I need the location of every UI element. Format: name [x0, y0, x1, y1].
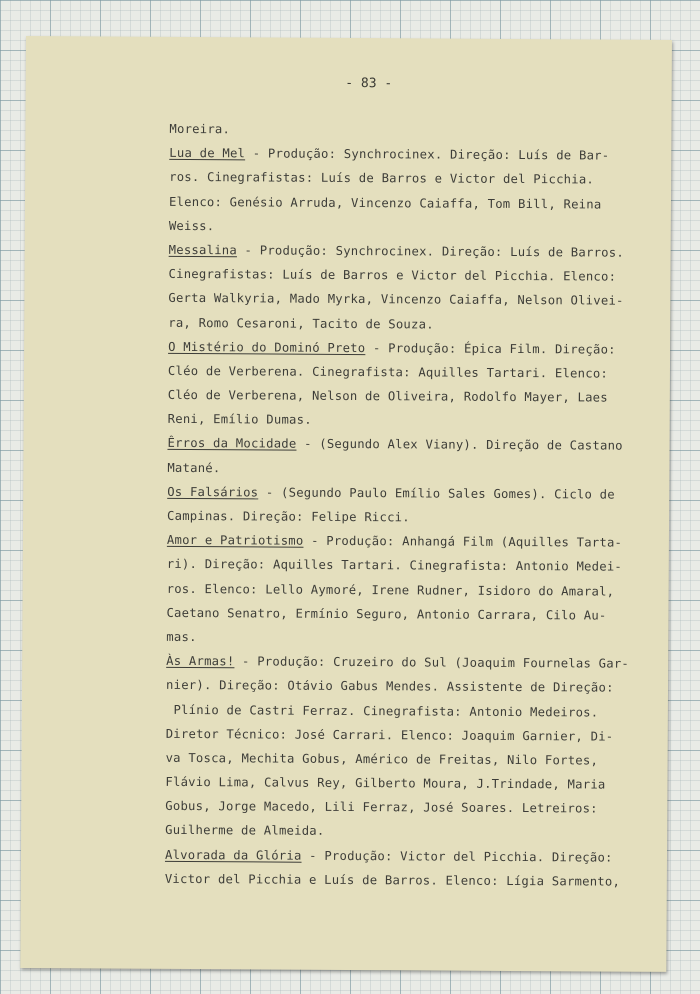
text-line: Plínio de Castri Ferraz. Cinegrafista: Antonio Medeiros. — [165, 702, 599, 720]
text-line: Gobus, Jorge Macedo, Lili Ferraz, José Soares. Letreiros: — [165, 799, 598, 816]
text-line: Moreira. — [169, 121, 231, 137]
page-body — [165, 117, 650, 894]
film-title: Às Armas! — [166, 653, 235, 669]
text-line: Flávio Lima, Calvus Rey, Gilberto Moura, J.Trindade, Maria — [165, 774, 606, 792]
film-title: O Mistério do Dominó Preto — [168, 339, 366, 355]
film-entry-misterio-domino-preto: O Mistério do Dominó Preto - Produção: Épica Film. Direção: — [168, 339, 616, 357]
film-entry-as-armas: Às Armas! - Produção: Cruzeiro do Sul (Joaquim Fournelas Gar- — [166, 653, 630, 671]
text-line: Elenco: Genésio Arruda, Vincenzo Caiaffa, Tom Bill, Reina — [168, 194, 602, 212]
text-line: Caetano Senatro, Ermínio Seguro, Antonio Carrara, Cilo Au- — [166, 605, 607, 623]
text-line: Campinas. Direção: Felipe Ricci. — [167, 508, 410, 525]
film-entry-messalina: Messalina - Produção: Synchrocinex. Direção: Luís de Barros. — [168, 242, 624, 260]
film-entry-os-falsarios: Os Falsários - (Segundo Paulo Emílio Sales Gomes). Ciclo de — [167, 484, 615, 502]
film-title: Amor e Patriotismo — [166, 533, 304, 548]
film-title: Messalina — [168, 242, 238, 258]
text-line: mas. — [166, 629, 197, 644]
film-entry-amor-e-patriotismo: Amor e Patriotismo - Produção: Anhangá Film (Aquilles Tarta- — [166, 533, 623, 550]
text-line: Weiss. — [168, 218, 215, 233]
text-line: Guilherme de Almeida. — [165, 823, 325, 839]
page-number: - 83 - — [345, 75, 393, 92]
text-line: ra, Romo Cesaroni, Tacito de Souza. — [168, 315, 434, 331]
text-line: Cinegrafistas: Luís de Barros e Victor del Picchia. Elenco: — [168, 267, 617, 284]
film-title: Alvorada da Glória — [164, 847, 302, 863]
text-line: Matané. — [167, 460, 221, 475]
text-line: Victor del Picchia e Luís de Barros. Elenco: Lígia Sarmento, — [164, 871, 621, 889]
text-line: Diretor Técnico: José Carrari. Elenco: Joaquim Garnier, Di- — [165, 726, 614, 744]
text-line: ros. Cinegrafistas: Luís de Barros e Victor del Picchia. — [169, 170, 595, 187]
text-line: nier). Direção: Otávio Gabus Mendes. Assistente de Direção: — [165, 678, 614, 695]
text-line: ri). Direção: Aquilles Tartari. Cinegrafista: Antonio Medei- — [166, 557, 623, 575]
film-entry-erros-da-mocidade: Êrros da Mocidade - (Segundo Alex Viany). Direção de Castano — [167, 436, 623, 454]
typed-page — [20, 36, 672, 972]
text-line: Reni, Emílio Dumas. — [167, 412, 312, 428]
text-line: Gerta Walkyria, Mado Myrka, Vincenzo Caiaffa, Nelson Olivei- — [168, 291, 624, 308]
film-title: Êrros da Mocidade — [167, 436, 297, 452]
text-line: ros. Elenco: Lello Aymoré, Irene Rudner, Isidoro do Amaral, — [166, 581, 615, 599]
film-entry-lua-de-mel: Lua de Mel - Produção: Synchrocinex. Direção: Luís de Bar- — [169, 146, 610, 163]
film-title: Os Falsários — [167, 484, 259, 500]
text-line: Cléo de Verberena, Nelson de Oliveira, Rodolfo Mayer, Laes — [167, 387, 608, 405]
film-entry-alvorada-da-gloria: Alvorada da Glória - Produção: Victor del Picchia. Direção: — [164, 847, 613, 865]
film-title: Lua de Mel — [169, 146, 246, 161]
text-line: Cléo de Verberena. Cinegrafista: Aquilles Tartari. Elenco: — [167, 363, 609, 381]
text-line: va Tosca, Mechita Gobus, Américo de Freitas, Nilo Fortes, — [165, 750, 599, 768]
